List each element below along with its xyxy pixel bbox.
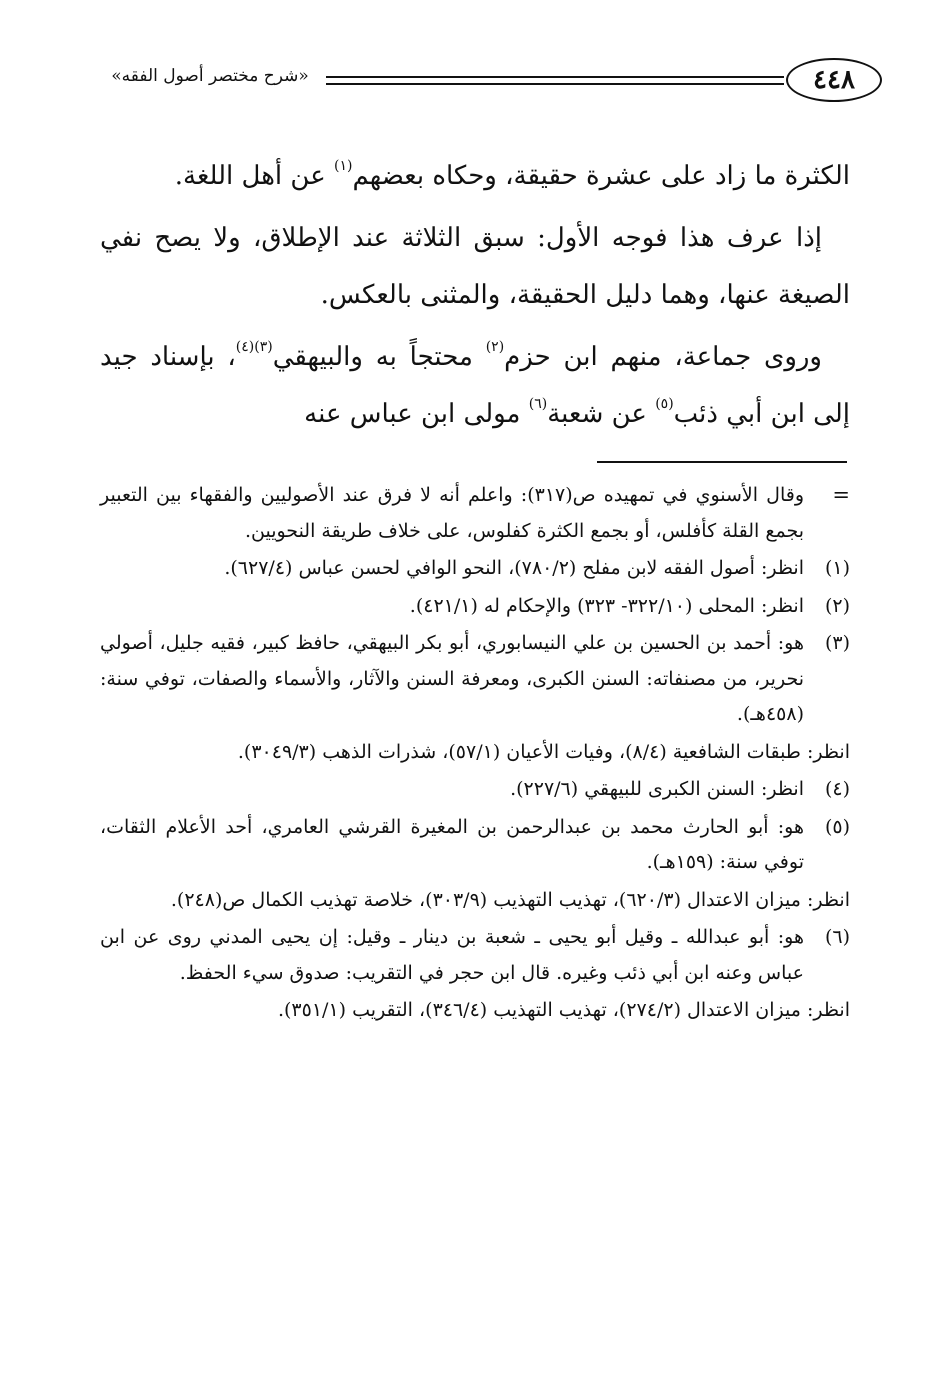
footnote-number: (١) [824,557,850,579]
continued-footnote-text: وقال الأسنوي في تمهيده ص(٣١٧): واعلم أنه لا فرق عند الأصوليين والفقهاء بين التعبير بجمع القلة كأفلس، أو بجمع الكثرة كفلوس، على خلاف طريقة النحويين. [100,484,804,542]
footnote-6 [100,920,850,991]
footnote-ref-3-4: (٣)(٤) [235,339,273,355]
running-title: «شرح مختصر أصول الفقه» [111,66,309,86]
footnote-text: هو: أبو عبدالله ـ وقيل أبو يحيى ـ شعبة بن دينار ـ وقيل: إن يحيى المدني روى عن ابن عباس وعنه ابن أبي ذئب وغيره. قال ابن حجر في التقريب: صدوق سيء الحفظ. [100,926,804,984]
footnote-number: (٣) [824,632,850,654]
footnote-ref-2: (٢) [485,339,505,355]
footnote-continued [100,478,850,549]
footnote-5-references: انظر: ميزان الاعتدال (٦٢٠/٣)، تهذيب التهذيب (٣٠٣/٩)، خلاصة تهذيب الكمال ص(٢٤٨). [170,888,850,911]
main-text [100,148,850,448]
footnote-5 [100,810,850,881]
footnotes [100,478,850,1031]
paragraph-3-text-b: محتجاً به والبيهقي [272,342,486,372]
paragraph-3-text-d: عن شعبة [547,399,656,429]
footnote-number: (٢) [824,594,850,617]
footnote-ref-1: (١) [333,158,353,174]
paragraph-3-text-c: ، بإسناد جيد إلى ابن أبي ذئب [100,342,850,429]
header-rule-left-bottom [326,83,784,85]
paragraph-3 [100,329,850,443]
footnote-3-references: انظر: طبقات الشافعية (٨/٤)، وفيات الأعيان (٥٧/١)، شذرات الذهب (٣٠٤٩/٣). [237,740,850,763]
footnote-6-references-line-2: (٣٥١/١). [277,999,347,1021]
paragraph-3-text-a: وروى جماعة، منهم ابن حزم [504,342,822,372]
footnote-separator [597,461,847,463]
header-rule-left-top [326,76,784,78]
page-number: ٤٤٨ [786,58,882,102]
footnote-number: (٤) [824,778,850,800]
footnote-ref-6: (٦) [528,396,548,412]
footnote-4 [100,772,850,808]
footnote-ref-5: (٥) [655,396,674,412]
footnote-text: هو: أحمد بن الحسين بن علي النيسابوري، أبو بكر البيهقي، حافظ كبير، فقيه جليل، أصولي نحرير، من مصنفاته: السنن الكبرى، ومعرفة السنن والآثار، والأسماء والصفات، توفي سنة: (٤٥٨هـ). [100,632,804,725]
paragraph-2: إذا عرف هذا فوجه الأول: سبق الثلاثة عند الإطلاق، ولا يصح نفي الصيغة عنها، وهما دليل الحقيقة، والمثنى بالعكس. [100,223,850,310]
paragraph-1-text-a: الكثرة ما زاد على عشرة حقيقة، وحكاه بعضهم [352,161,850,191]
paragraph-1 [100,148,850,205]
footnote-6-references-line-1: انظر: ميزان الاعتدال (٢٧٤/٢)، تهذيب التهذيب (٣٤٦/٤)، التقريب [352,999,850,1021]
footnote-text: انظر: السنن الكبرى للبيهقي (٢٢٧/٦). [510,778,804,800]
paragraph-1-text-b: عن أهل اللغة. [174,161,334,191]
paragraph-3-text-e: مولى ابن عباس عنه [304,399,529,429]
footnote-2 [100,589,850,625]
continuation-marker: = [832,483,850,507]
footnote-text: هو: أبو الحارث محمد بن عبدالرحمن بن المغيرة القرشي العامري، أحد الأعلام الثقات، توفي سنة: (١٥٩هـ). [100,815,804,873]
page-header [100,56,855,106]
footnote-3 [100,626,850,733]
footnote-6-references [100,993,850,1029]
footnote-text: انظر: أصول الفقه لابن مفلح (٧٨٠/٢)، النحو الوافي لحسن عباس (٦٢٧/٤). [224,557,804,579]
footnote-number: (٦) [824,926,850,948]
footnote-text: انظر: المحلى (٣٢٢/١٠- ٣٢٣) والإحكام له (٤٢١/١). [409,594,804,617]
footnote-1 [100,551,850,587]
footnote-number: (٥) [824,815,850,838]
